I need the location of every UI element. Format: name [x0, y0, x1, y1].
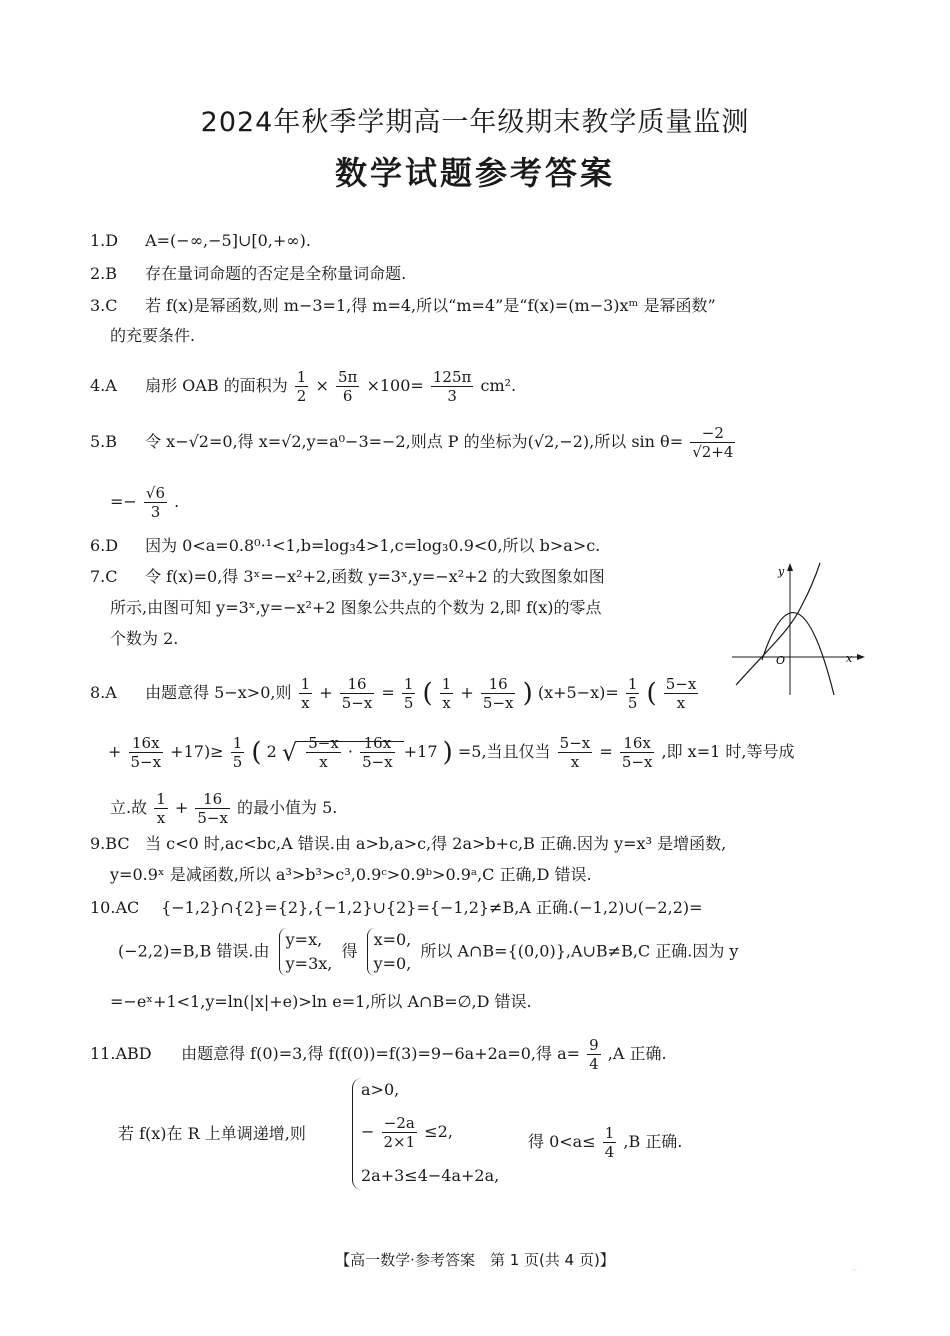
fraction — [195, 790, 230, 827]
answer-text: 扇形 OAB 的面积为 — [145, 376, 288, 395]
answer-text: 存在量词命题的否定是全称量词命题. — [145, 264, 407, 283]
answer-number: 3.C — [90, 296, 118, 315]
radicand — [297, 734, 404, 771]
denominator: 4 — [604, 1143, 615, 1161]
answer-text: 立.故 — [110, 798, 148, 817]
answer-key-title: 数学试题参考答案 — [334, 154, 615, 192]
answer-8-conclusion — [110, 790, 337, 827]
answer-text: 的最小值为 5. — [237, 798, 338, 817]
condition-1: a>0, — [361, 1080, 400, 1099]
answer-10-continued — [118, 928, 738, 976]
numerator: 16x — [360, 734, 395, 753]
numerator: 5π — [337, 368, 358, 386]
denominator: x — [319, 753, 328, 771]
answer-text: (x+5−x)= — [537, 683, 619, 702]
condition-2 — [361, 1114, 453, 1151]
numerator: 1 — [296, 368, 307, 386]
numerator: 16 — [195, 790, 230, 809]
denominator: 5 — [627, 694, 638, 712]
answer-5-continued — [110, 484, 179, 521]
denominator: x — [301, 694, 310, 712]
answer-6 — [90, 536, 600, 556]
paren: ) — [522, 678, 533, 709]
paren: ( — [251, 737, 262, 768]
fraction — [154, 790, 168, 827]
punctuation: . — [174, 492, 180, 511]
equation-system — [367, 928, 412, 976]
answer-10-conclusion: =−eˣ+1<1,y=ln(|x|+e)>ln e=1,所以 A∩B=∅,D 错误. — [110, 992, 532, 1011]
denominator: 5−x — [130, 753, 162, 771]
function-graph — [732, 560, 867, 695]
answer-number: 9.BC — [90, 834, 130, 853]
fraction — [306, 734, 341, 771]
answer-8-continued — [108, 734, 794, 771]
denominator: x — [676, 694, 686, 712]
numerator: 5−x — [308, 734, 339, 752]
denominator: 2×1 — [383, 1133, 416, 1151]
answer-text: ,即 x=1 时,等号成 — [661, 742, 795, 761]
answer-text: 若 f(x)在 R 上单调递增,则 — [118, 1124, 306, 1143]
parabola-curve — [762, 613, 834, 695]
numerator: 1 — [403, 675, 414, 693]
answer-text: ,A 正确. — [607, 1044, 667, 1063]
paren: ( — [422, 678, 433, 709]
answer-7-continued: 个数为 2. — [110, 629, 179, 648]
fraction — [144, 484, 167, 521]
fraction — [440, 675, 454, 712]
denominator: √2+4 — [692, 443, 734, 461]
operator: ×100= — [366, 376, 424, 395]
denominator: x — [570, 753, 580, 771]
x-label: x — [846, 652, 853, 665]
fraction — [481, 675, 516, 712]
denominator: 2 — [296, 387, 307, 405]
y-axis-arrow-icon — [787, 563, 793, 571]
fraction — [431, 368, 474, 405]
numerator: 5−x — [665, 675, 697, 693]
answer-text: +17 — [403, 742, 438, 761]
fraction — [129, 734, 164, 771]
answer-text: 由题意得 f(0)=3,得 f(f(0))=f(3)=9−6a+2a=0,得 a= — [181, 1044, 581, 1063]
operator: = — [599, 742, 613, 761]
denominator: 5−x — [362, 753, 393, 771]
fraction — [558, 734, 593, 771]
answer-text: 当 c<0 时,ac<bc,A 错误.由 a>b,a>c,得 2a>b+c,B 正确.因为 y=x³ 是增函数, — [145, 834, 727, 853]
denominator: 3 — [447, 387, 457, 405]
answer-text: 令 f(x)=0,得 3ˣ=−x²+2,函数 y=3ˣ,y=−x²+2 的大致图象如图 — [145, 567, 605, 586]
answer-text: 由题意得 5−x>0,则 — [145, 683, 292, 702]
answer-9 — [90, 834, 726, 854]
origin-label: O — [776, 654, 786, 667]
operator: =− — [110, 492, 137, 511]
operator: + — [174, 798, 189, 817]
fraction — [360, 734, 395, 771]
sqrt-icon: √ — [281, 738, 298, 767]
numerator: −2 — [690, 424, 735, 443]
denominator: 4 — [589, 1055, 599, 1073]
fraction — [626, 675, 640, 712]
system-equation: y=0, — [373, 954, 412, 973]
fraction — [295, 368, 309, 405]
numerator: 1 — [156, 790, 166, 808]
answer-2 — [90, 264, 406, 284]
answer-text: 因为 0<a=0.8⁰·¹<1,b=log₃4>1,c=log₃0.9<0,所以 b>a>c. — [145, 536, 601, 555]
answer-text: 令 x−√2=0,得 x=√2,y=a⁰−3=−2,则点 P 的坐标为(√2,−2),所以 sin θ= — [145, 432, 684, 451]
denominator: 5−x — [197, 809, 228, 827]
numerator: 5−x — [559, 734, 591, 752]
answer-text: 得 0<a≤ — [528, 1132, 596, 1151]
inequality-system — [352, 1078, 541, 1190]
denominator: 5 — [403, 694, 414, 712]
y-label: y — [778, 565, 785, 578]
answer-text: =5,当且仅当 — [457, 742, 551, 761]
operator: × — [315, 376, 329, 395]
answer-11-result — [528, 1124, 682, 1161]
fraction — [340, 675, 375, 712]
answer-5 — [90, 424, 737, 461]
answer-3 — [90, 296, 716, 316]
system-equation: y=x, — [285, 930, 323, 949]
fraction — [690, 424, 735, 461]
answer-10 — [90, 898, 703, 918]
page-footer: 【高一数学·参考答案 第 1 页(共 4 页)】 — [335, 1251, 615, 1269]
answer-1 — [90, 231, 311, 251]
answer-number: 5.B — [90, 432, 118, 451]
answer-text: {−1,2}∩{2}={2},{−1,2}∪{2}={−1,2}≠B,A 正确.(−1,2)∪(−2,2)= — [161, 898, 703, 917]
answer-number: 10.AC — [90, 898, 140, 917]
operator: − — [361, 1122, 375, 1141]
answer-number: 8.A — [90, 683, 117, 702]
answer-7 — [90, 567, 605, 587]
answer-number: 6.D — [90, 536, 119, 555]
fraction — [402, 675, 416, 712]
paren: ( — [646, 678, 657, 709]
answer-number: 1.D — [90, 231, 119, 250]
denominator: x — [442, 694, 451, 712]
numerator: 1 — [300, 675, 311, 693]
answer-4 — [90, 368, 516, 405]
answer-8 — [90, 675, 700, 712]
answer-text: ,B 正确. — [623, 1132, 683, 1151]
operator: + — [108, 742, 122, 761]
answer-text: A=(−∞,−5]∪[0,+∞). — [145, 231, 311, 250]
numerator: 1 — [604, 1124, 615, 1142]
system-equation: x=0, — [373, 930, 412, 949]
fraction — [299, 675, 313, 712]
answer-text: ≤2, — [424, 1122, 453, 1141]
corner-mark: ·· — [852, 1266, 858, 1275]
fraction — [603, 1124, 617, 1161]
fraction — [231, 734, 245, 771]
operator: = — [381, 683, 395, 702]
answer-text: 若 f(x)是幂函数,则 m−3=1,得 m=4,所以“m=4”是“f(x)=(m−3)xᵐ 是幂函数” — [145, 296, 716, 315]
operator: + — [460, 683, 474, 702]
numerator: 125π — [432, 368, 472, 386]
coefficient: 2 — [266, 742, 277, 761]
fraction — [336, 368, 359, 405]
numerator: 16x — [129, 734, 164, 753]
numerator: 1 — [232, 734, 243, 752]
answer-number: 4.A — [90, 376, 117, 395]
answer-text: (−2,2)=B,B 错误.由 — [118, 941, 270, 961]
fraction — [620, 734, 655, 771]
denominator: 3 — [150, 503, 161, 521]
numerator: √6 — [145, 484, 166, 502]
denominator: 5−x — [621, 753, 653, 771]
x-axis-arrow-icon — [857, 654, 865, 660]
answer-text: +17)≥ — [170, 742, 224, 761]
fraction — [587, 1036, 601, 1073]
numerator: 1 — [441, 675, 452, 693]
denominator: 6 — [342, 387, 353, 405]
numerator: 16 — [340, 675, 375, 694]
denominator: 5−x — [341, 694, 373, 712]
unit: cm². — [480, 376, 517, 395]
numerator: 16 — [481, 675, 516, 694]
answer-3-continued: 的充要条件. — [110, 326, 196, 345]
fraction — [382, 1114, 418, 1151]
answer-text: 得 — [341, 941, 358, 961]
answer-9-continued: y=0.9ˣ 是减函数,所以 a³>b³>c³,0.9ᶜ>0.9ᵇ>0.9ᵃ,C 正确,D 错误. — [110, 865, 592, 884]
operator: + — [319, 683, 333, 702]
fraction — [664, 675, 699, 712]
numerator: 16x — [620, 734, 655, 753]
numerator: 9 — [589, 1036, 599, 1054]
answer-11-continued — [118, 1124, 306, 1144]
answer-7-continued: 所示,由图可知 y=3ˣ,y=−x²+2 图象公共点的个数为 2,即 f(x)的零点 — [110, 598, 602, 617]
answer-11 — [90, 1036, 667, 1073]
exam-title: 2024年秋季学期高一年级期末教学质量监测 — [200, 107, 750, 138]
denominator: 5−x — [482, 694, 514, 712]
numerator: −2a — [382, 1114, 418, 1133]
paren: ) — [442, 737, 453, 768]
answer-number: 2.B — [90, 264, 118, 283]
answer-number: 7.C — [90, 567, 118, 586]
operator: · — [347, 742, 359, 761]
numerator: 1 — [627, 675, 638, 693]
system-equation: y=3x, — [285, 954, 333, 973]
condition-3: 2a+3≤4−4a+2a, — [361, 1166, 500, 1185]
denominator: x — [156, 809, 166, 827]
equation-system — [279, 928, 333, 976]
answer-number: 11.ABD — [90, 1044, 152, 1063]
denominator: 5 — [232, 753, 243, 771]
answer-text: 所以 A∩B={(0,0)},A∪B≠B,C 正确.因为 y — [420, 941, 739, 961]
